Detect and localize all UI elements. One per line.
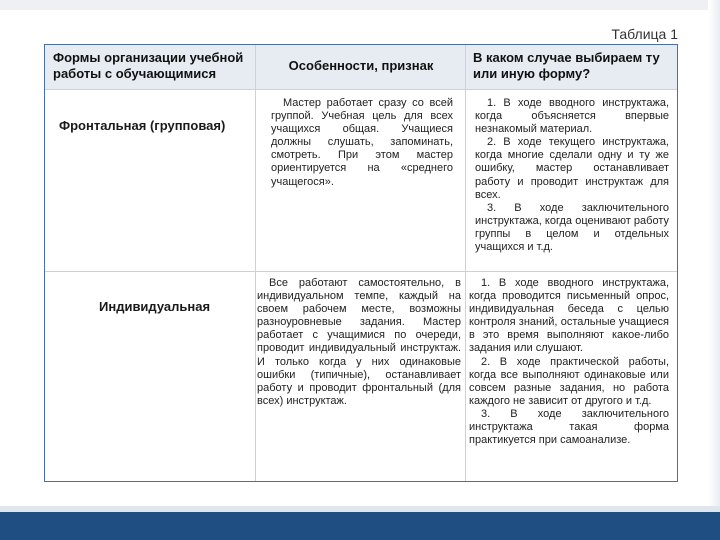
case-item: 1. В ходе вводного инструктажа, когда проводится письменный опрос, индивидуальная беседа с целью контроля знаний, остальные учащиеся в это время выполняют какое-либо задания или слушают. — [469, 277, 669, 355]
header-forms: Формы организации учебной работы с обучающимися — [53, 50, 244, 81]
row-divider — [45, 271, 677, 272]
column-divider — [465, 45, 466, 481]
case-item: 3. В ходе заключительного инструктажа такая форма практикуется при самоанализе. — [469, 407, 669, 447]
case-item: 3. В ходе заключительного инструктажа, когда оценивают работу группы в целом и отдельных учащихся и т.д. — [475, 201, 669, 254]
row-individual-form: Индивидуальная — [99, 299, 211, 314]
case-item: 1. В ходе вводного инструктажа, когда объясняется впервые незнакомый материал. — [475, 97, 669, 136]
header-features: Особенности, признак — [288, 58, 434, 73]
right-frame — [708, 0, 720, 540]
feature-text: Мастер работает сразу со всей группой. Учебная цель для всех учащихся общая. Учащиеся должны слушать, запоминать, смотреть. При этом мастер ориентируется на «среднего учащегося». — [271, 97, 453, 188]
row-frontal-form: Фронтальная (групповая) — [59, 118, 226, 133]
header-when: В каком случае выбираем ту или иную форму? — [473, 50, 660, 81]
case-item: 2. В ходе текущего инструктажа, когда многие сделали одну и ту же ошибку, мастер останавливает работу и проводит инструктаж для всех. — [475, 136, 669, 201]
row-individual-cases — [469, 277, 669, 447]
feature-text: Все работают самостоятельно, в индивидуальном темпе, каждый на своем рабочем месте, возможны разноуровневые задания. Мастер работает с учащимися по очереди, проводит индивидуальный инструктаж. И только когда у них одинаковые ошибки (типичные), останавливает работу и проводит фронтальный (для всех) инструктаж. — [257, 277, 461, 407]
case-item: 2. В ходе практической работы, когда все выполняют одинаковые или совсем разные задания, но работа каждого не зависит от другого и т.д. — [469, 355, 669, 407]
row-individual-feature — [257, 277, 461, 408]
column-divider — [255, 45, 256, 481]
row-frontal-feature — [271, 97, 453, 189]
bottom-band — [0, 512, 720, 540]
top-frame — [0, 0, 720, 10]
row-frontal-cases — [475, 97, 669, 254]
table-caption: Таблица 1 — [611, 26, 678, 42]
organization-forms-table — [44, 44, 678, 482]
